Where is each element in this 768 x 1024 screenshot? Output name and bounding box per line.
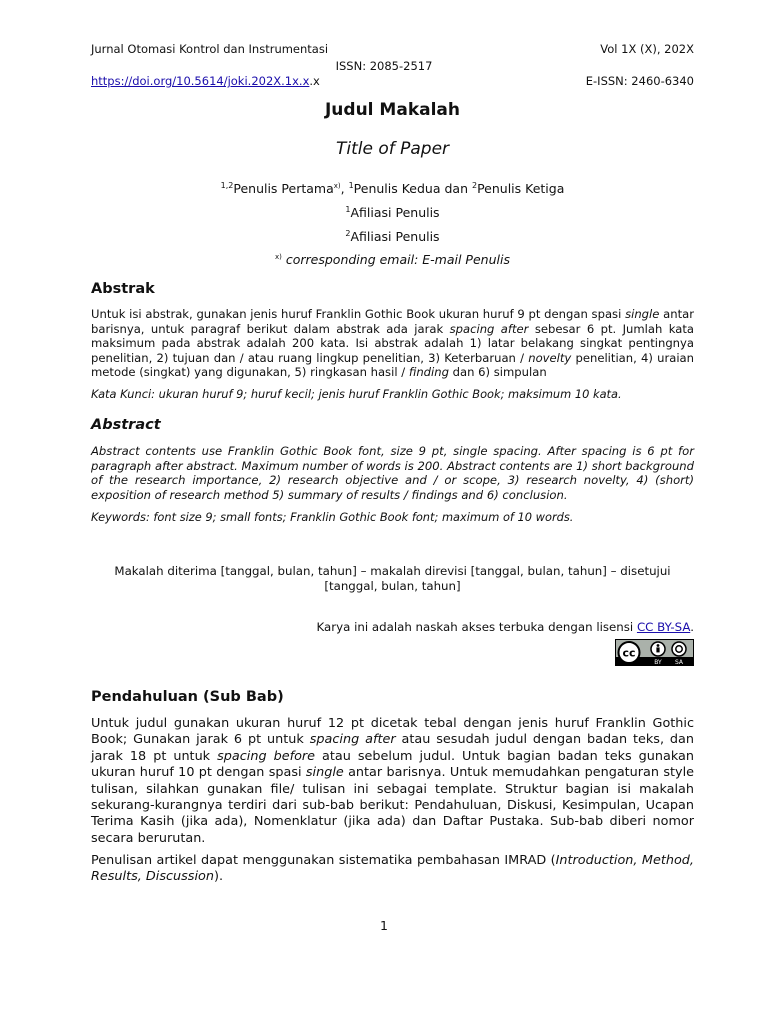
affiliation-2 <box>91 226 694 245</box>
affiliation-2-text: Afiliasi Penulis <box>350 229 440 245</box>
corresponding-text: corresponding email: E-mail Penulis <box>281 252 510 268</box>
affiliation-1-text: Afiliasi Penulis <box>350 205 440 221</box>
by-label: BY <box>654 659 662 665</box>
title-english: Title of Paper <box>335 139 450 159</box>
title-indonesian: Judul Makalah <box>324 100 460 120</box>
abstrak-p3: sebesar 6 pt. Jumlah kata maksimum pada abstrak adalah 200 kata. Isi abstrak adalah 1) latar belakang singkat pentingnya penelitian, 2) tujuan dan / atau ruang lingkup penelitian, 3) Keterbaruan / <box>91 321 694 365</box>
author-2: Penulis Kedua dan <box>353 181 472 197</box>
sa-share-icon <box>672 642 686 656</box>
abstrak-p4: penelitian, 4) uraian metode (singkat) yang digunakan, 5) ringkasan hasil / <box>91 350 694 380</box>
author-line <box>91 178 694 197</box>
section-p2-it: Introduction, Method, Results, Discussion <box>91 853 694 885</box>
author-sup-3: 2 <box>471 181 478 190</box>
abstrak-it1: single <box>625 307 660 321</box>
abstrak-text <box>91 307 694 380</box>
license-line <box>317 620 694 634</box>
page-number: 1 <box>380 918 388 933</box>
section-p1-b: atau sesudah judul dengan badan teks, dan jarak 18 pt untuk <box>91 732 695 764</box>
author-1: Penulis Pertama <box>233 181 334 197</box>
section-p1-a: Untuk judul gunakan ukuran huruf 12 pt dicetak tebal dengan jenis huruf Franklin Gothic Book; Gunakan jarak 6 pt untuk <box>91 716 694 748</box>
affiliation-1 <box>91 202 694 221</box>
section-p2-b: ). <box>213 869 224 885</box>
section-p1-it2: spacing before <box>217 748 316 764</box>
cc-letters: cc <box>622 646 636 660</box>
received-dates: Makalah diterima [tanggal, bulan, tahun] – makalah direvisi [tanggal, bulan, tahun] – disetujui [tanggal, bulan, tahun] <box>114 564 671 593</box>
doi-tail: .x <box>309 74 320 88</box>
section-p1-d: antar barisnya. Untuk memudahkan pengaturan style tulisan, silahkan gunakan file/ tulisan ini sebagai template. Struktur bagian isi makalah sekurang-kurangnya terdiri dari sub-bab berikut: Pendahuluan, Diskusi, Kesimpulan, Ucapan Terima Kasih (jika ada), Nomenklatur (jika ada) dan Daftar Pustaka. Sub-bab diberi nomor secara berurutan. <box>91 765 695 846</box>
abstrak-heading: Abstrak <box>91 281 155 297</box>
issn: ISSN: 2085-2517 <box>335 59 433 73</box>
author-sup-1: 1,2 <box>220 181 234 190</box>
corresponding-sup: x) <box>275 253 282 261</box>
abstract-heading: Abstract <box>91 417 161 433</box>
section-paragraph-2 <box>91 853 694 886</box>
section-p1-it1: spacing after <box>309 732 396 748</box>
author-sup-corr: x) <box>333 182 341 190</box>
kata-kunci: Kata Kunci: ukuran huruf 9; huruf kecil; jenis huruf Franklin Gothic Book; maksimum 10 kata. <box>91 387 622 401</box>
keywords: Keywords: font size 9; small fonts; Franklin Gothic Book font; maximum of 10 words. <box>91 510 574 524</box>
author-sup-2: 1 <box>348 181 354 190</box>
abstrak-p1: Untuk isi abstrak, gunakan jenis huruf Franklin Gothic Book ukuran huruf 9 pt dengan spasi <box>91 307 626 321</box>
by-person-head <box>657 644 660 647</box>
affiliation-2-sup: 2 <box>345 229 351 238</box>
license-end: . <box>690 620 694 634</box>
cc-badge-graphic <box>616 640 693 665</box>
corresponding-email <box>91 249 694 268</box>
journal-name: Jurnal Otomasi Kontrol dan Instrumentasi <box>91 42 329 56</box>
abstrak-p2: antar barisnya, untuk paragraf berikut dalam abstrak ada jarak <box>91 307 694 336</box>
affiliation-1-sup: 1 <box>345 205 351 214</box>
section-heading: Pendahuluan (Sub Bab) <box>91 689 284 705</box>
section-paragraph-1 <box>91 716 694 847</box>
abstrak-p5: dan 6) simpulan <box>448 365 547 380</box>
author-sep: , <box>340 181 349 197</box>
eissn: E-ISSN: 2460-6340 <box>585 74 694 88</box>
author-3: Penulis Ketiga <box>477 181 565 197</box>
doi-line <box>91 74 320 89</box>
cc-by-sa-badge[interactable] <box>615 639 694 666</box>
by-person-body <box>656 647 659 652</box>
license-link[interactable]: CC BY-SA <box>636 620 691 634</box>
section-p2-a: Penulisan artikel dapat menggunakan sistematika pembahasan IMRAD ( <box>91 853 556 868</box>
license-text: Karya ini adalah naskah akses terbuka dengan lisensi <box>316 620 637 634</box>
section-p1-c: atau sebelum judul. Untuk bagian badan teks gunakan ukuran huruf 10 pt dengan spasi <box>91 748 694 781</box>
abstract-text: Abstract contents use Franklin Gothic Book font, size 9 pt, single spacing. After spacing is 6 pt for paragraph after abstract. Maximum number of words is 200. Abstract contents are 1) short background of the research importance, 2) research objective and / or scope, 3) research novelty, 4) (short) exposition of research method 5) summary of results / findings and 6) conclusion. <box>91 444 695 502</box>
section-p1-it3: single <box>305 765 344 781</box>
abstrak-it2: spacing after <box>449 321 529 336</box>
volume-info: Vol 1X (X), 202X <box>600 42 694 56</box>
doi-link[interactable]: https://doi.org/10.5614/joki.202X.1x.x <box>91 74 310 88</box>
sa-label: SA <box>674 659 684 665</box>
abstrak-it4: finding <box>408 365 449 380</box>
abstrak-it3: novelty <box>528 350 572 365</box>
